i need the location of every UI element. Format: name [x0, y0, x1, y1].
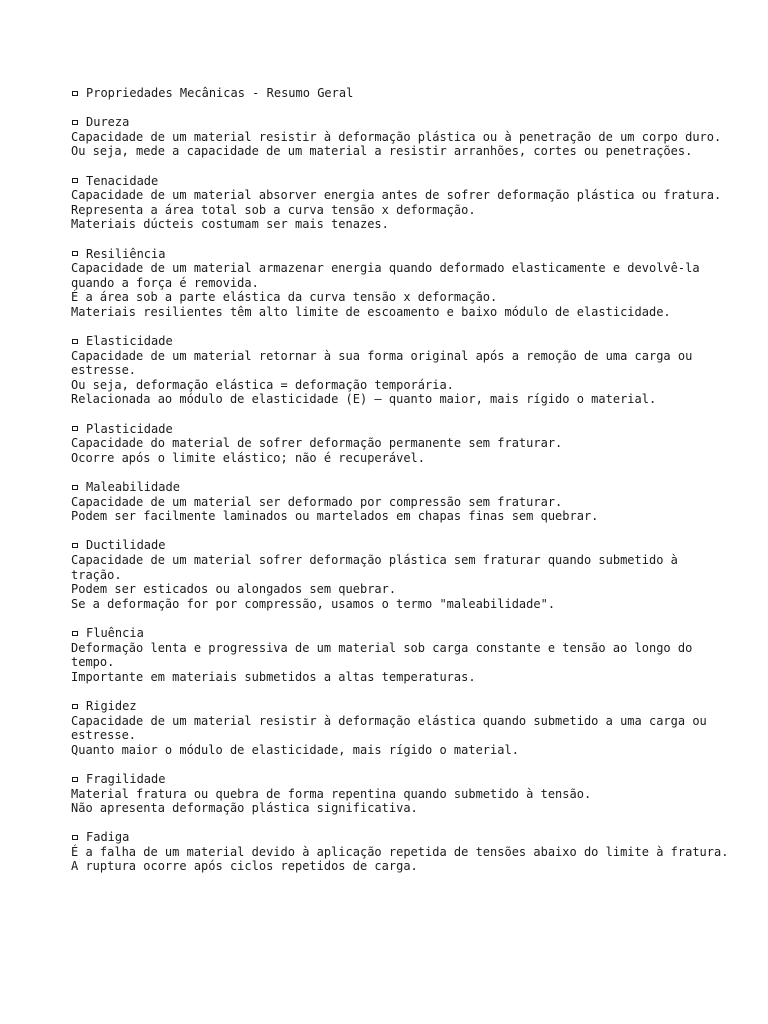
section-text-line: Capacidade de um material retornar à sua forma original após a remoção de uma carga ou estresse. — [71, 348, 700, 378]
section-text-line: Quanto maior o módulo de elasticidade, mais rígido o material. — [71, 742, 519, 757]
square-bullet-icon — [72, 178, 78, 183]
square-bullet-icon — [72, 91, 78, 96]
section-text-line: É a área sob a parte elástica da curva tensão x deformação. — [71, 290, 498, 305]
section-heading-text: Elasticidade — [86, 334, 173, 349]
section-text-line: Capacidade de um material resistir à deformação plástica ou à penetração de um corpo duro. — [71, 129, 722, 144]
section-heading-text: Ductilidade — [86, 538, 166, 553]
document-page — [71, 86, 731, 889]
section-heading-text: Fadiga — [86, 830, 130, 845]
section-heading — [71, 334, 731, 349]
section-heading-text: Rigidez — [86, 698, 137, 713]
square-bullet-icon — [72, 835, 78, 840]
section-fluencia — [71, 626, 731, 684]
section-text-line: Capacidade de um material ser deformado por compressão sem fraturar. — [71, 494, 563, 509]
section-heading — [71, 626, 731, 641]
section-text-line: Ou seja, deformação elástica = deformação temporária. — [71, 377, 454, 392]
section-heading-text: Resiliência — [86, 246, 166, 261]
square-bullet-icon — [72, 777, 78, 782]
section-text-line: Podem ser facilmente laminados ou martelados em chapas finas sem quebrar. — [71, 509, 599, 524]
section-heading-text: Fluência — [86, 625, 144, 640]
section-dureza — [71, 115, 731, 159]
section-heading-text: Maleabilidade — [86, 480, 180, 495]
document-title-text: Propriedades Mecânicas - Resumo Geral — [86, 86, 354, 100]
section-heading-text: Dureza — [86, 115, 130, 130]
section-text-line: Ocorre após o limite elástico; não é recuperável. — [71, 450, 426, 465]
square-bullet-icon — [72, 631, 78, 636]
section-rigidez — [71, 699, 731, 757]
section-heading — [71, 247, 731, 262]
section-heading — [71, 538, 731, 553]
section-heading — [71, 480, 731, 495]
section-text-line: Capacidade de um material armazenar energia quando deformado elasticamente e devolvê-la quando a força é removida. — [71, 261, 707, 290]
section-fragilidade — [71, 772, 731, 816]
section-elasticidade — [71, 334, 731, 407]
square-bullet-icon — [72, 120, 78, 125]
section-resiliencia — [71, 247, 731, 320]
square-bullet-icon — [72, 543, 78, 548]
section-heading — [71, 772, 731, 787]
section-fadiga — [71, 830, 731, 874]
section-text-line: Representa a área total sob a curva tensão x deformação. — [71, 202, 476, 217]
square-bullet-icon — [72, 485, 78, 490]
section-text-line: Importante em materiais submetidos a altas temperaturas. — [71, 669, 476, 684]
section-heading — [71, 830, 731, 845]
section-heading — [71, 699, 731, 714]
section-text-line: Materiais dúcteis costumam ser mais tenazes. — [71, 217, 389, 232]
section-heading-text: Plasticidade — [86, 421, 173, 436]
square-bullet-icon — [72, 704, 78, 709]
section-text-line: A ruptura ocorre após ciclos repetidos de carga. — [71, 859, 418, 874]
square-bullet-icon — [72, 251, 78, 256]
section-text-line: Deformação lenta e progressiva de um material sob carga constante e tensão ao longo do tempo. — [71, 640, 700, 670]
section-text-line: Se a deformação for por compressão, usamos o termo "maleabilidade". — [71, 596, 556, 611]
section-text-line: Podem ser esticados ou alongados sem quebrar. — [71, 582, 397, 597]
section-maleabilidade — [71, 480, 731, 524]
section-text-line: Não apresenta deformação plástica significativa. — [71, 801, 418, 816]
section-heading — [71, 422, 731, 437]
section-heading-text: Tenacidade — [86, 173, 159, 188]
document-title — [71, 86, 731, 101]
section-text-line: É a falha de um material devido à aplicação repetida de tensões abaixo do limite à fratura. — [71, 844, 729, 859]
section-text-line: Capacidade do material de sofrer deformação permanente sem fraturar. — [71, 436, 563, 451]
section-text-line: Capacidade de um material resistir à deformação elástica quando submetido a uma carga ou estresse. — [71, 713, 714, 743]
section-heading — [71, 115, 731, 130]
section-heading — [71, 174, 731, 189]
section-text-line: Material fratura ou quebra de forma repentina quando submetido à tensão. — [71, 786, 592, 801]
section-tenacidade — [71, 174, 731, 232]
section-text-line: Capacidade de um material sofrer deformação plástica sem fraturar quando submetido à tração. — [71, 553, 686, 582]
section-text-line: Ou seja, mede a capacidade de um material a resistir arranhões, cortes ou penetrações. — [71, 144, 693, 159]
section-ductilidade — [71, 538, 731, 611]
square-bullet-icon — [72, 426, 78, 431]
section-heading-text: Fragilidade — [86, 771, 166, 786]
section-text-line: Materiais resilientes têm alto limite de escoamento e baixo módulo de elasticidade. — [71, 304, 671, 319]
section-text-line: Relacionada ao módulo de elasticidade (E) – quanto maior, mais rígido o material. — [71, 392, 657, 407]
square-bullet-icon — [72, 339, 78, 344]
section-text-line: Capacidade de um material absorver energia antes de sofrer deformação plástica ou fratura. — [71, 188, 722, 203]
sections-container — [71, 115, 731, 874]
section-plasticidade — [71, 422, 731, 466]
